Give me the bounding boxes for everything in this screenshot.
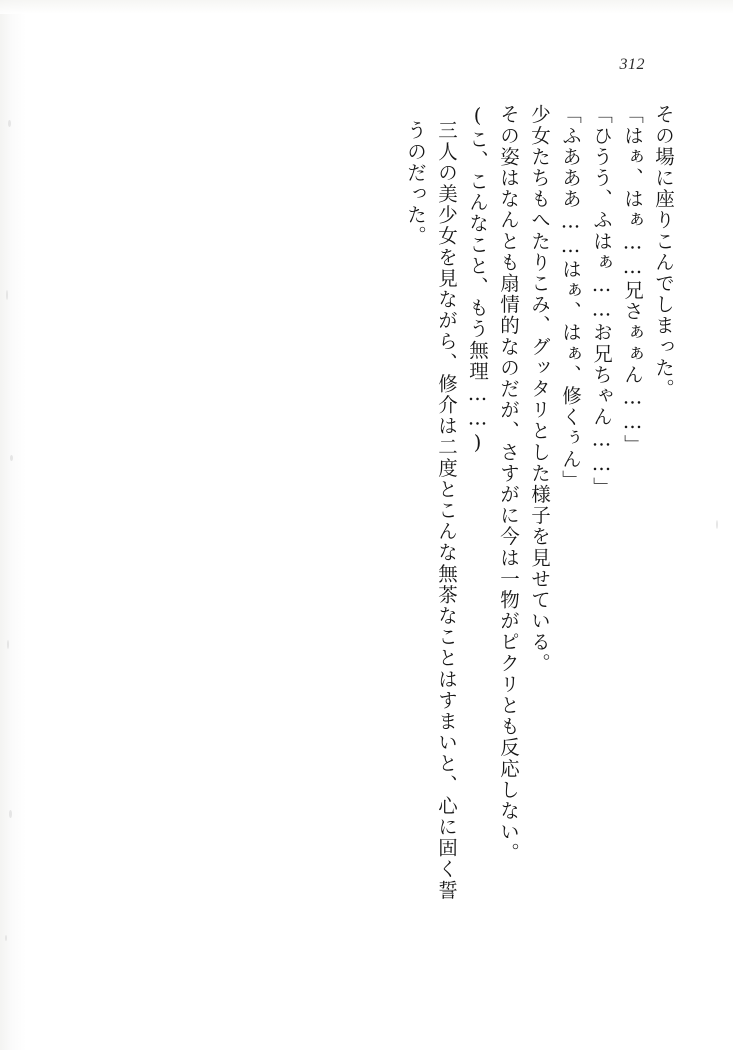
- text-line: 「ふあああ……はぁ、はぁ、修くぅん」: [559, 104, 582, 491]
- scan-edge-top: [0, 0, 733, 14]
- text-line: 三人の美少女を見ながら、修介は二度とこんな無茶なことはすまいと、心に固く誓: [435, 120, 458, 901]
- vertical-text-block: [394, 104, 673, 954]
- text-line: その場に座りこんでしまった。: [652, 104, 675, 400]
- scan-edge-left: [0, 0, 26, 1050]
- text-line: 「ひうう、ふはぁ……お兄ちゃん……」: [590, 104, 613, 498]
- text-line: 「はぁ、はぁ……兄さぁぁん……」: [621, 104, 644, 456]
- text-line: (こ、こんなこと、もう無理……): [466, 104, 489, 456]
- text-line: うのだった。: [404, 120, 427, 247]
- scan-speck: [7, 640, 9, 649]
- scan-speck: [8, 120, 11, 127]
- text-line: その姿はなんとも扇情的なのだが、さすがに今は一物がピクリとも反応しない。: [497, 104, 520, 864]
- scan-speck: [716, 520, 718, 529]
- scan-speck: [10, 455, 13, 461]
- scan-speck: [5, 935, 7, 941]
- scan-speck: [6, 290, 8, 300]
- text-line: 少女たちもへたりこみ、グッタリとした様子を見せている。: [528, 104, 551, 674]
- page-number: 312: [619, 56, 645, 73]
- scan-speck: [9, 810, 12, 818]
